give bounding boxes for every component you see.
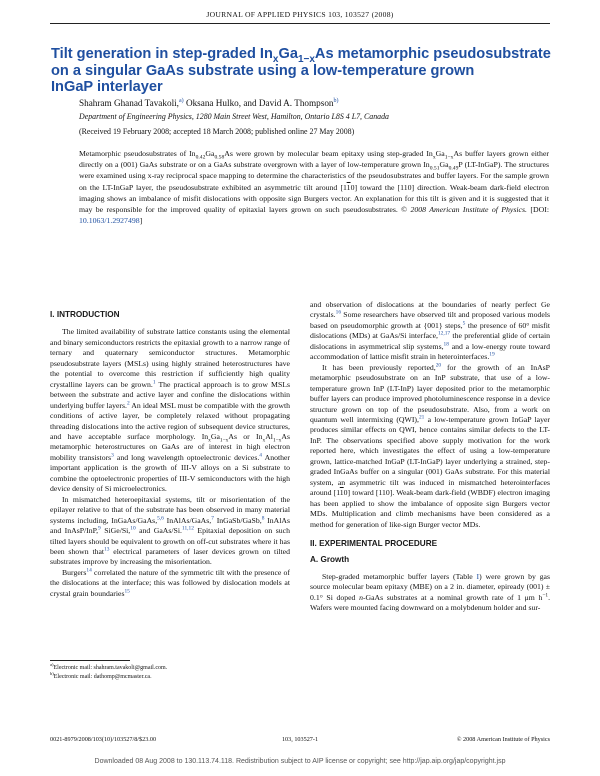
footnote-b: $^{b)}$Electronic mail: dathomp@mcmaster.ca. (50, 671, 152, 680)
footer-issn: 0021-8979/2008/103(10)/103527/8/$23.00 (50, 736, 157, 743)
section-heading-introduction: I. INTRODUCTION (50, 310, 120, 319)
footer-page-number: 103, 103527-1 (281, 736, 319, 743)
article-title: Tilt generation in step-graded $In_xGa_{1-x}As$ metamorphic pseudosubstrate on a singular GaAs substrate using a low-temperature grown InGaP interlayer (51, 46, 551, 95)
footnote-mark-b[interactable]: b) (333, 97, 339, 104)
right-paragraph-1: and observation of dislocations at the boundaries of nearly perfect Ge crystals.$^{16}$ Some researchers have observed tilt and proposed various models based on pseudomorphic growth at {001} steps,$^5$ the presence of 60° misfit dislocations (MDs) at GaAs/Si interface,$^{12,17}$ the preferential glide of certain dislocations in asymmetrical slip systems,$^{18}$ and a low-energy route toward accommodation of lattice misfit strain in heterointerfaces.$^{19}$ (310, 300, 550, 362)
section-heading-experimental: II. EXPERIMENTAL PROCEDURE (310, 538, 438, 548)
abstract: Metamorphic pseudosubstrates of $In_{0.42}Ga_{0.58}As$ were grown by molecular beam epitaxy using step-graded $In_xGa_{1-x}As$ buffer layers grown either directly on a (001) GaAs substrate or on a GaAs substrate overgrown with a layer of low-temperature grown $In_{0.51}Ga_{0.49}P$ (LT-InGaP). The structures were examined using x-ray reciprocal space mapping to determine the characteristics of the pseudosubstrates and buffer layers. For the sample grown on the LT-InGaP layer, the pseudosubstrate exhibited an asymmetric tilt around [110] toward the [110] direction. Weak-beam dark-field electron imaging shows an imbalance of misfit dislocations with opposite sign Burgers vector. An explanation for this tilt is given and it is suggested that it may be responsible for the improved quality of epitaxial layers grown on such pseudosubstrates. © 2008 American Institute of Physics. [DOI: 10.1063/1.2927498] (79, 149, 550, 226)
received-dates: (Received 19 February 2008; accepted 18 March 2008; published online 27 May 2008) (79, 127, 355, 136)
intro-paragraph-3: Burgers$^{14}$ correlated the nature of the symmetric tilt with the presence of the dislocations at the interface; this was followed by dislocation models at crystal grain boundaries$^{15}$ (50, 567, 290, 598)
affiliation: Department of Engineering Physics, 1280 Main Street West, Hamilton, Ontario L8S 4 L7, Canada (79, 112, 389, 121)
intro-paragraph-1: The limited availability of substrate lattice constants using the elemental and binary semiconductors restricts the epitaxial growth to a narrow range of ternary and quaternary semiconductor structures. Metamorphic pseudosubstrate layers (MSLs) using highly strained heterostructures have the potential to overcome this restriction if sufficiently high quality crystalline layers can be grown.$^1$ The practical approach is to grow MSLs between the substrate and active layer and confine the dislocations within underlying buffer layers.$^2$ An ideal MSL must be compatible with the growth conditions of active layer, be completely relaxed without propagating threading dislocations into the active region of subsequent device structures, and have acceptable surface morphology. $In_xGa_{1-x}As$ or $In_xAl_{1-x}As$ metamorphic heterostructures on GaAs are of interest in high electron mobility transistors$^3$ and long wavelength optoelectronic devices.$^4$ Another important application is the growth of III-V alloys on a Si substrate to combine the optoelectronic properties of III-V semiconductors with the high device density of Si microelectronics. (50, 327, 291, 494)
doi-link[interactable]: 10.1063/1.2927498 (79, 216, 140, 226)
growth-paragraph: Step-graded metamorphic buffer layers (Table I) were grown by gas source molecular beam epitaxy (MBE) on a 2 in. diameter, epiready (001) ± 0.1° Si doped n-GaAs substrates at a nominal growth rate of 1 μm $h^{-1}$. Wafers were mounted facing downward on a molybdenum holder and sur- (310, 571, 551, 613)
right-paragraph-2: It has been previously reported,$^{20}$ for the growth of an InAsP metamorphic pseudosubstrate on an InP substrate, that use of a low-temperature grown InP (LT-InP) layer deposited prior to the metamorphic buffer layers can produce improved photoluminescence response in a device structure grown on top of the pseudosubstrate. Also, from a work on quantum well intermixing (QWI),$^{21}$ a low-temperature grown InGaP layer produces similar effects on QWI, hence contains similar defects to the LT-InP. The observations specified above supply motivation for the work reported here, which investigates the effect of using a low-temperature grown, lattice-matched InGaP (LT-InGaP) layer underlying a strained, step-graded InGaAs buffer on a singular (001) GaAs substrate. For this material system, an asymmetric tilt was induced in mismatched heterointerfaces around [110] toward [110]. Weak-beam dark-field (WBDF) electron imaging has been applied to show the imbalance of opposite sign Burgers vector MDs. Multiplication and climb mechanisms have been considered as a method for generation of like-sign Burger vector MDs. (310, 362, 551, 529)
header-rule (50, 23, 550, 24)
table-reference-link[interactable]: I (476, 571, 480, 581)
subsection-heading-growth: A. Growth (310, 555, 350, 565)
footnote-rule (50, 660, 130, 661)
download-notice: Downloaded 08 Aug 2008 to 130.113.74.118. Redistribution subject to AIP license or copyright; see http://jap.aip.org/jap/copyright.jsp (94, 758, 506, 765)
author-list: Shahram Ghanad Tavakoli,$^{a)}$ Oksana Hulko, and David A. Thompson$^{b)}$ (79, 97, 339, 108)
footnote-a: $^{a)}$Electronic mail: shahram.tavakoli@gmail.com. (50, 662, 168, 671)
footer-copyright: © 2008 American Institute of Physics (456, 736, 550, 743)
page-footer (50, 736, 550, 743)
footnote-mark-a[interactable]: a) (178, 97, 184, 104)
running-header: JOURNAL OF APPLIED PHYSICS 103, 103527 (2008) (206, 10, 394, 19)
right-column (310, 300, 550, 614)
left-column (50, 310, 290, 599)
intro-paragraph-2: In mismatched heteroepitaxial systems, tilt or misorientation of the epilayer relative to that of the substrate has been observed in many material systems including, InGaAs/GaAs,$^{5,6}$ InAlAs/GaAs,$^7$ InGaSb/GaSb,$^8$ InAlAs and InAsP/InP,$^9$ SiGe/Si,$^{10}$ and GaAs/Si.$^{11,12}$ Epitaxial deposition on such tilted layers should be equivalent to growth on off-cut substrates where it has been shown that$^{13}$ electrical parameters of laser devices grown on tilted substrates improve by increasing the misorientation. (50, 494, 290, 567)
